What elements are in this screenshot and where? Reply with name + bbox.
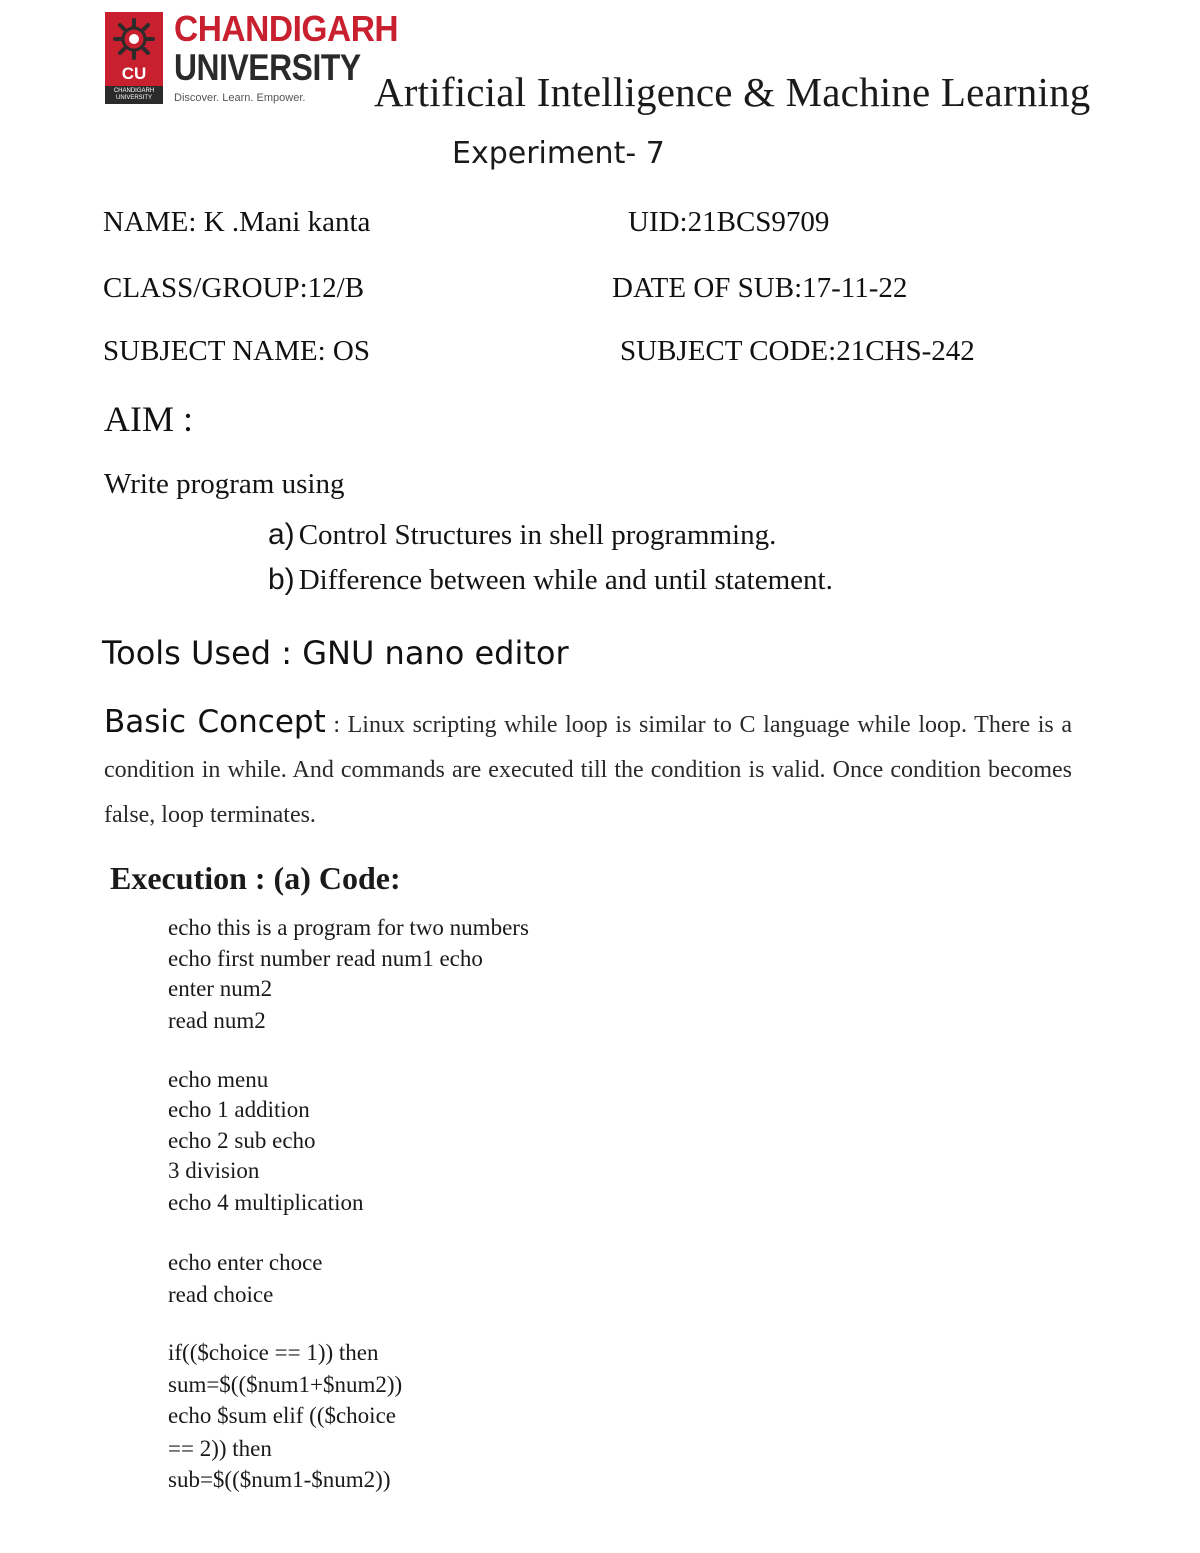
gear-icon [110,16,158,62]
logo-title-line1: CHANDIGARH [174,8,399,49]
code-line: if(($choice == 1)) then [168,1340,379,1365]
concept-text: : Linux scripting while loop is similar to C language while loop. There is a condition in while. And commands are executed till the condition is valid. Once condition becomes false, loop terminates. [104,712,1072,828]
aim-item-letter: b) [268,563,295,596]
aim-item-letter: a) [268,518,295,551]
code-line: read num2 [168,1008,266,1033]
code-line: echo first number read num1 echo [168,946,483,971]
code-line: echo 2 sub echo [168,1128,316,1153]
subject-code: SUBJECT CODE:21CHS-242 [620,335,975,367]
aim-item-text: Control Structures in shell programming. [298,519,777,551]
code-line: echo 1 addition [168,1097,310,1122]
aim-intro: Write program using [104,468,345,500]
experiment-title: Experiment- 7 [452,136,665,171]
aim-item [268,518,776,552]
logo-caption [105,86,163,104]
subject-name: SUBJECT NAME: OS [103,335,370,367]
code-line: echo $sum elif (($choice [168,1403,396,1428]
code-line: 3 division [168,1158,260,1183]
code-line: echo this is a program for two numbers [168,915,529,940]
tools-used: Tools Used : GNU nano editor [102,634,569,672]
concept-heading: Basic Concept [104,704,326,740]
code-line: == 2)) then [168,1436,272,1461]
logo-caption-line1: CHANDIGARH [113,88,155,94]
aim-heading: AIM : [104,399,193,439]
code-line: sub=$(($num1-$num2)) [168,1467,391,1492]
course-title: Artificial Intelligence & Machine Learning [374,69,1091,115]
logo-caption-line2: UNIVERSITY [115,95,152,101]
code-line: echo menu [168,1067,269,1092]
execution-heading: Execution : (a) Code: [110,860,401,896]
code-line: sum=$(($num1+$num2)) [168,1372,403,1397]
logo-tagline: Discover. Learn. Empower. [174,92,306,104]
basic-concept [104,700,1072,838]
logo-cu-text: CU [121,64,147,83]
student-name: NAME: K .Mani kanta [103,206,371,238]
aim-item-text: Difference between while and until statement. [298,564,833,596]
logo-title-line2: UNIVERSITY [174,47,361,88]
university-logo-emblem [105,12,163,104]
aim-item [268,563,833,597]
code-line: enter num2 [168,976,273,1001]
class-group: CLASS/GROUP:12/B [103,272,365,304]
student-uid: UID:21BCS9709 [628,206,830,238]
date-of-submission: DATE OF SUB:17-11-22 [612,272,908,304]
code-line: read choice [168,1282,274,1307]
code-line: echo 4 multiplication [168,1190,364,1215]
code-line: echo enter choce [168,1250,323,1275]
